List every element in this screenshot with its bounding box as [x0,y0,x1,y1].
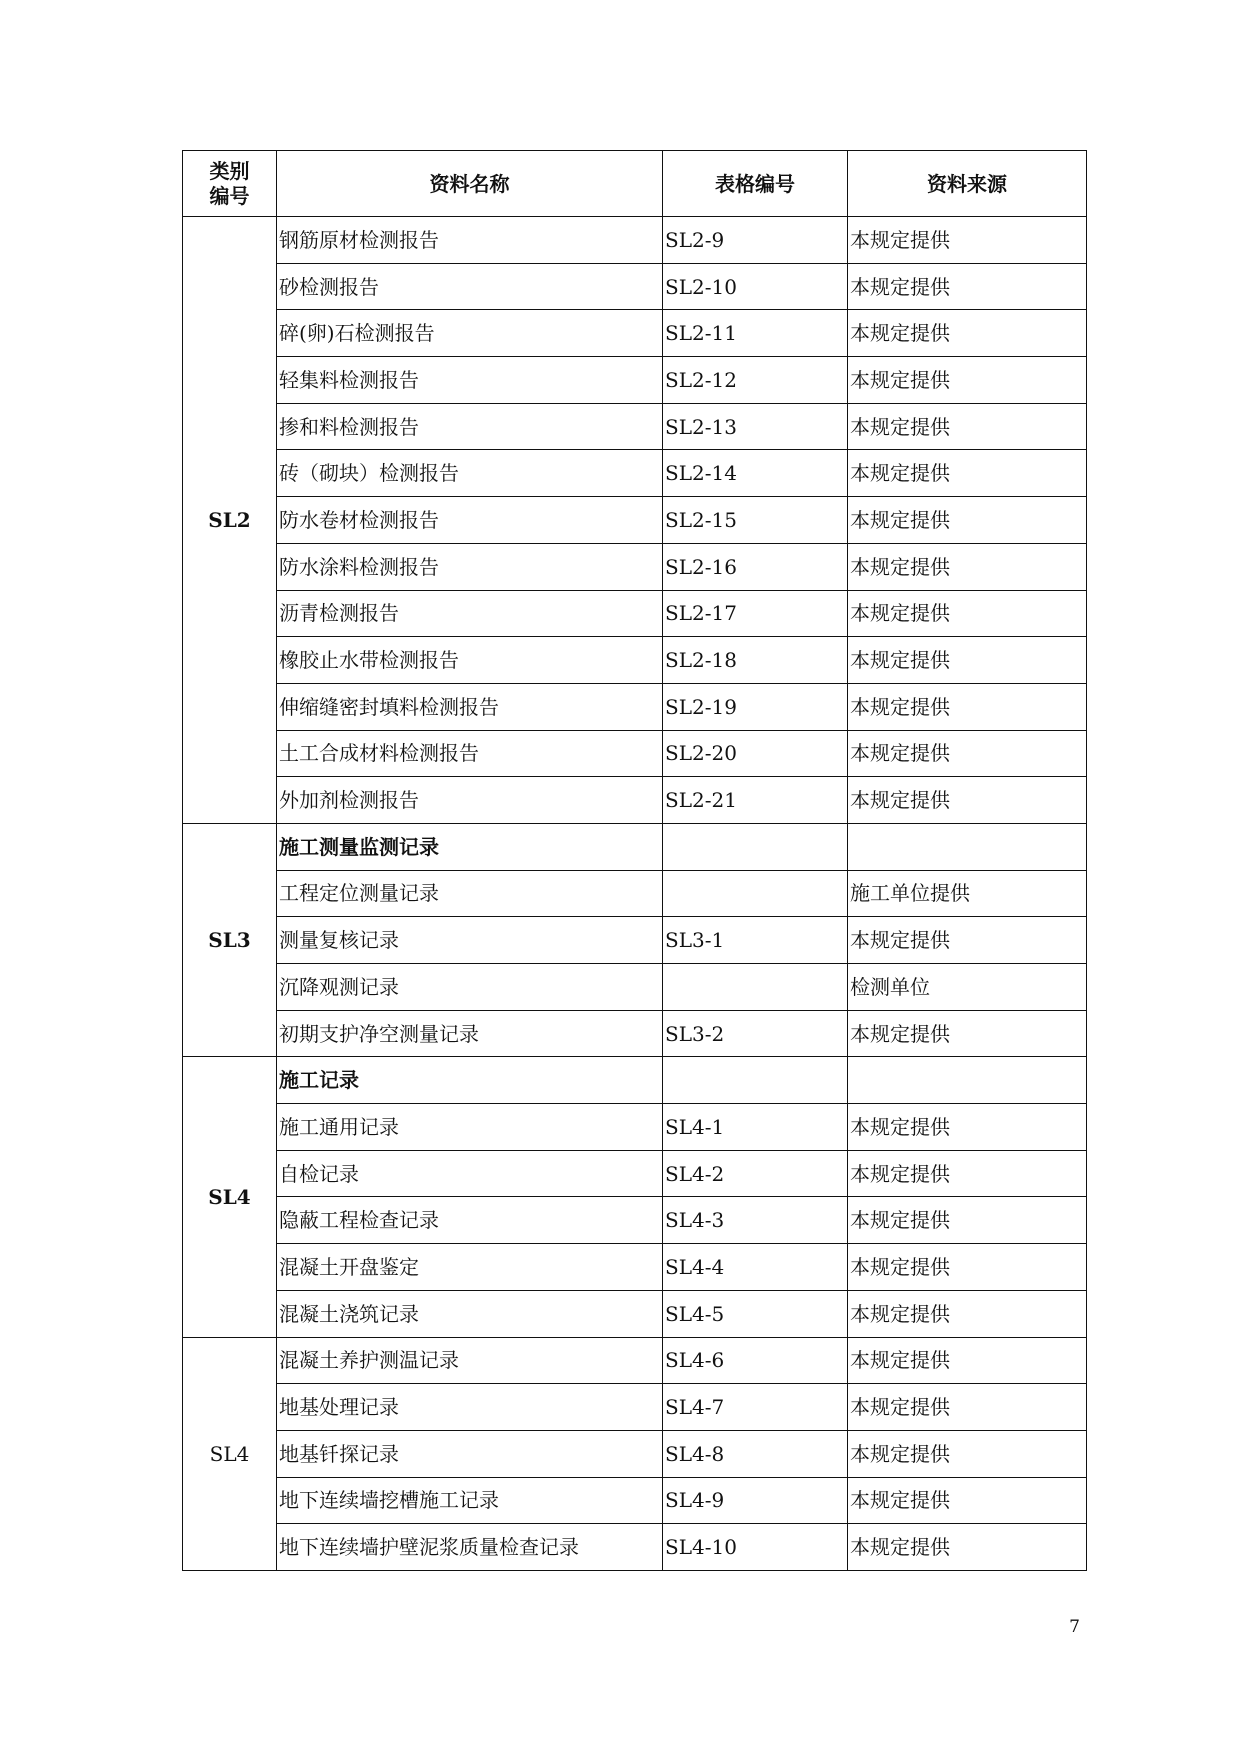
table-row [183,1244,1087,1291]
source-cell: 本规定提供 [848,1290,1087,1337]
page-number: 7 [1069,1617,1080,1637]
source-cell: 本规定提供 [848,543,1087,590]
category-cell: SL3 [183,823,277,1056]
table-row [183,450,1087,497]
source-cell: 本规定提供 [848,637,1087,684]
document-name-cell: 沥青检测报告 [277,590,663,637]
document-name-cell: 地基处理记录 [277,1384,663,1431]
category-cell: SL4 [183,1057,277,1337]
document-name-cell: 混凝土养护测温记录 [277,1337,663,1384]
form-number-cell: SL2-19 [663,683,848,730]
table-row [183,217,1087,264]
header-category-code: 类别 编号 [183,151,277,217]
table-row [183,1524,1087,1571]
header-source: 资料来源 [848,151,1087,217]
form-number-cell: SL2-15 [663,497,848,544]
form-number-cell: SL2-11 [663,310,848,357]
form-number-cell: SL4-7 [663,1384,848,1431]
form-number-cell: SL4-8 [663,1430,848,1477]
header-form-number: 表格编号 [663,151,848,217]
table-row [183,357,1087,404]
document-name-cell: 混凝土开盘鉴定 [277,1244,663,1291]
document-name-cell: 隐蔽工程检查记录 [277,1197,663,1244]
source-cell: 本规定提供 [848,497,1087,544]
source-cell: 施工单位提供 [848,870,1087,917]
table-row [183,964,1087,1011]
document-name-cell: 轻集料检测报告 [277,357,663,404]
form-number-cell [663,1057,848,1104]
table-row [183,1337,1087,1384]
form-number-cell: SL2-18 [663,637,848,684]
table-row [183,310,1087,357]
table-row [183,543,1087,590]
source-cell: 本规定提供 [848,1477,1087,1524]
form-number-cell [663,823,848,870]
document-name-cell: 地下连续墙护壁泥浆质量检查记录 [277,1524,663,1571]
form-number-cell: SL4-3 [663,1197,848,1244]
form-number-cell: SL4-1 [663,1104,848,1151]
table-row [183,590,1087,637]
table-row [183,730,1087,777]
source-cell: 本规定提供 [848,263,1087,310]
source-cell: 本规定提供 [848,917,1087,964]
form-number-cell [663,964,848,1011]
records-table [182,150,1087,1571]
source-cell: 本规定提供 [848,403,1087,450]
source-cell: 本规定提供 [848,357,1087,404]
source-cell: 本规定提供 [848,1150,1087,1197]
source-cell: 本规定提供 [848,1104,1087,1151]
section-title-cell: 施工记录 [277,1057,663,1104]
form-number-cell: SL2-10 [663,263,848,310]
source-cell [848,823,1087,870]
document-name-cell: 初期支护净空测量记录 [277,1010,663,1057]
form-number-cell: SL2-20 [663,730,848,777]
table-row [183,1057,1087,1104]
category-cell: SL2 [183,217,277,824]
form-number-cell: SL4-10 [663,1524,848,1571]
form-number-cell: SL2-9 [663,217,848,264]
source-cell: 本规定提供 [848,1384,1087,1431]
document-name-cell: 钢筋原材检测报告 [277,217,663,264]
form-number-cell: SL2-21 [663,777,848,824]
table-header-row [183,151,1087,217]
source-cell: 本规定提供 [848,1010,1087,1057]
category-cell: SL4 [183,1337,277,1570]
table-row [183,683,1087,730]
form-number-cell: SL4-5 [663,1290,848,1337]
document-name-cell: 施工通用记录 [277,1104,663,1151]
source-cell: 检测单位 [848,964,1087,1011]
form-number-cell: SL3-1 [663,917,848,964]
source-cell: 本规定提供 [848,590,1087,637]
table-row [183,823,1087,870]
header-document-name: 资料名称 [277,151,663,217]
document-name-cell: 碎(卵)石检测报告 [277,310,663,357]
form-number-cell: SL2-16 [663,543,848,590]
source-cell: 本规定提供 [848,1197,1087,1244]
section-title-cell: 施工测量监测记录 [277,823,663,870]
table-row [183,1150,1087,1197]
table-body [183,217,1087,1571]
form-number-cell: SL4-2 [663,1150,848,1197]
document-name-cell: 砖（砌块）检测报告 [277,450,663,497]
source-cell: 本规定提供 [848,1337,1087,1384]
form-number-cell: SL4-9 [663,1477,848,1524]
form-number-cell: SL2-13 [663,403,848,450]
source-cell: 本规定提供 [848,1244,1087,1291]
source-cell [848,1057,1087,1104]
form-number-cell: SL3-2 [663,1010,848,1057]
document-name-cell: 防水涂料检测报告 [277,543,663,590]
form-number-cell: SL4-4 [663,1244,848,1291]
source-cell: 本规定提供 [848,450,1087,497]
form-number-cell: SL2-12 [663,357,848,404]
form-number-cell [663,870,848,917]
form-number-cell: SL2-14 [663,450,848,497]
table-row [183,263,1087,310]
table-row [183,497,1087,544]
document-name-cell: 测量复核记录 [277,917,663,964]
document-name-cell: 混凝土浇筑记录 [277,1290,663,1337]
source-cell: 本规定提供 [848,730,1087,777]
table-row [183,1430,1087,1477]
table-row [183,1010,1087,1057]
document-name-cell: 地下连续墙挖槽施工记录 [277,1477,663,1524]
document-name-cell: 防水卷材检测报告 [277,497,663,544]
document-name-cell: 外加剂检测报告 [277,777,663,824]
source-cell: 本规定提供 [848,1430,1087,1477]
source-cell: 本规定提供 [848,310,1087,357]
table-row [183,777,1087,824]
source-cell: 本规定提供 [848,777,1087,824]
document-name-cell: 砂检测报告 [277,263,663,310]
table-row [183,1477,1087,1524]
table-row [183,870,1087,917]
table-row [183,403,1087,450]
document-name-cell: 自检记录 [277,1150,663,1197]
form-number-cell: SL4-6 [663,1337,848,1384]
source-cell: 本规定提供 [848,1524,1087,1571]
form-number-cell: SL2-17 [663,590,848,637]
document-name-cell: 工程定位测量记录 [277,870,663,917]
document-name-cell: 土工合成材料检测报告 [277,730,663,777]
document-name-cell: 橡胶止水带检测报告 [277,637,663,684]
table-row [183,917,1087,964]
document-name-cell: 沉降观测记录 [277,964,663,1011]
table-row [183,637,1087,684]
source-cell: 本规定提供 [848,683,1087,730]
table-row [183,1197,1087,1244]
table-row [183,1104,1087,1151]
document-name-cell: 伸缩缝密封填料检测报告 [277,683,663,730]
document-name-cell: 掺和料检测报告 [277,403,663,450]
document-name-cell: 地基钎探记录 [277,1430,663,1477]
table-row [183,1384,1087,1431]
source-cell: 本规定提供 [848,217,1087,264]
table-row [183,1290,1087,1337]
